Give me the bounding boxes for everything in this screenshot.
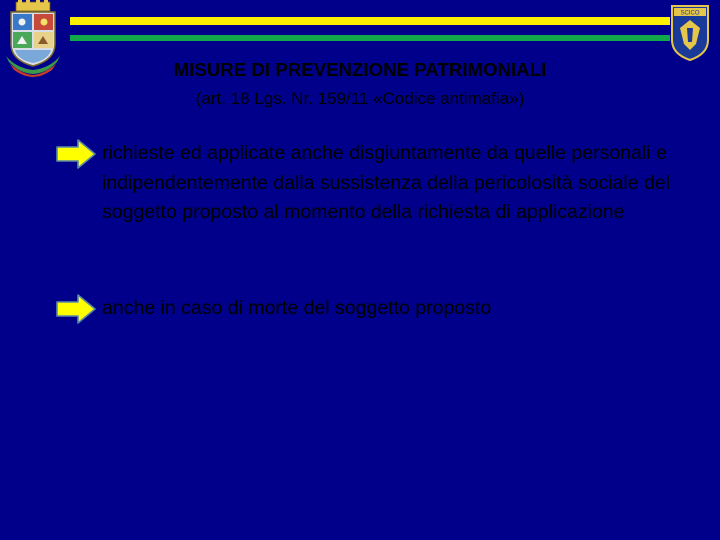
bullet-text-2: anche in caso di morte del soggetto proposto: [102, 297, 492, 319]
header-green-stripe: [70, 35, 670, 41]
right-scico-crest-logo: [670, 4, 710, 62]
arrow-right-icon: [56, 139, 96, 169]
bullet-text-1: richieste ed applicate anche disgiuntamente da quelle personali e indipendentemente dalla sussistenza della pericolosità sociale del soggetto proposto al momento della richiesta di applicazione: [102, 142, 671, 223]
slide-subtitle: (art. 18 Lgs. Nr. 159/11 «Codice antimafia»): [195, 89, 525, 108]
arrow-right-icon: [56, 294, 96, 324]
right-crest-text: SCICO: [680, 10, 700, 17]
header-yellow-stripe: [70, 17, 670, 25]
slide-title: MISURE DI PREVENZIONE PATRIMONIALI: [173, 59, 547, 80]
